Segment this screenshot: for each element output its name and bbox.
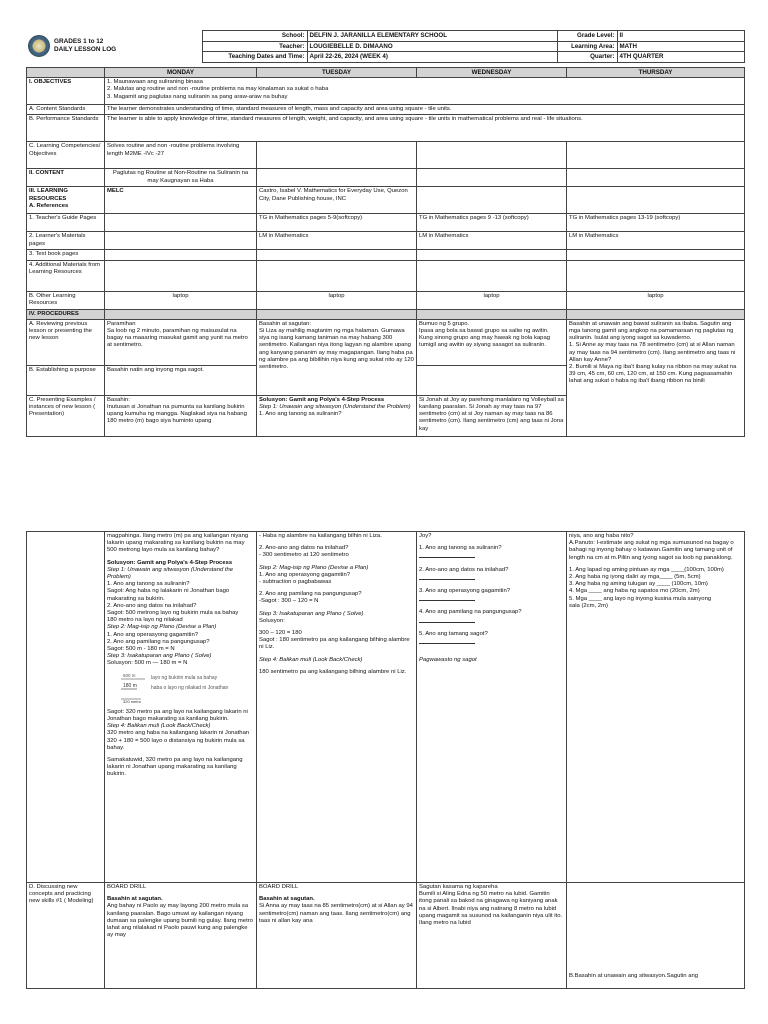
resources-monday: MELC <box>105 187 257 214</box>
empty-cell <box>105 214 257 232</box>
mon-solution-title: Solusyon: Gamit ang Polya's 4-Step Process <box>107 559 233 566</box>
textbook-label: 3. Text book pages <box>27 250 105 260</box>
corner-cell <box>27 67 105 78</box>
review-label: A. Reviewing previous lesson or presenting the new lesson <box>27 319 105 365</box>
learners-materials-wednesday: LM in Mathematics <box>417 232 567 250</box>
examples-tuesday <box>257 395 417 436</box>
resources-label: III. LEARNING RESOURCES A. References <box>27 187 105 214</box>
area-label: Learning Area: <box>557 41 617 52</box>
mon-step-1: Step 1: Unawain ang sitwasyon (Understand the Problem) <box>107 566 234 581</box>
wed-question-1: 1. Ano ang tanong sa suliranin? <box>419 545 502 552</box>
answer-blank <box>419 595 475 601</box>
other-resources-wednesday: laptop <box>417 291 567 309</box>
empty-cell <box>417 260 567 291</box>
area-value: MATH <box>617 41 744 52</box>
examples-tuesday-continued <box>257 532 417 883</box>
day-header-monday: MONDAY <box>105 67 257 78</box>
dates-value: April 22-26, 2024 (WEEK 4) <box>307 52 557 63</box>
wed-question-2: 2. Ano-ano ang datos na inilahad? <box>419 566 509 573</box>
learners-materials-thursday: LM in Mathematics <box>567 232 745 250</box>
other-resources-tuesday: laptop <box>257 291 417 309</box>
tue-question-3: 1. Ano ang operasyong gagamitin? - subtraction o pagbabawas <box>259 571 351 586</box>
other-resources-thursday: laptop <box>567 291 745 309</box>
procedures-label: IV. PROCEDURES <box>27 309 105 319</box>
school-value: DELFIN J. JARANILLA ELEMENTARY SCHOOL <box>307 31 557 42</box>
tue-solve: Solusyon: <box>259 617 285 624</box>
grade-label: Grade Level: <box>557 31 617 42</box>
performance-standards-label: B. Performance Standards <box>27 115 105 142</box>
tue-step-2: Step 2: Mag-isip ng Plano (Devise a Plan) <box>259 564 369 571</box>
teachers-guide-label: 1. Teacher's Guide Pages <box>27 214 105 232</box>
tue-question-4: 2. Ano ang pamilang na pangungusap? -Sagot : 300 – 120 = N <box>259 591 362 605</box>
deped-seal-icon <box>28 35 50 57</box>
mon-question-3: 1. Ano ang operasyong gagamitin? 2. Ano ang pamilang na pangungusap? Sagot: 500 m - 180 m = N <box>107 631 210 653</box>
empty-cell <box>257 260 417 291</box>
examples-tuesday-question: 1. Ano ang tanong sa suliranin? <box>259 411 342 418</box>
content-monday: Paglutas ng Routine at Non-Routine na Suliranin na may Kaugnayan sa Haba <box>105 169 257 187</box>
examples-tuesday-title: Solusyon: Gamit ang Polya's 4-Step Process <box>259 396 385 403</box>
wed-question-5: 5. Ano ang tamang sagot? <box>419 630 488 637</box>
content-standards-text: The learner demonstrates understanding of time, standard measures of length, mass and capacity and area using square - tile units. <box>105 105 745 115</box>
objectives-text: 1. Maunawaan ang suliraning binasa 2. Malutas ang routine and non -routine problems na may kinalaman sa sukat o haba 3. Magamit ang paglutas nang suliranin sa pang araw-araw na buhay <box>105 78 745 105</box>
answer-blank <box>419 617 475 623</box>
learners-materials-tuesday: LM in Mathematics <box>257 232 417 250</box>
tue-calc: 300 – 120 = 180 Sagot : 180 sentimetro pa ang kailangang bilhing alambre ni Liz. <box>259 630 410 651</box>
review-monday: Paramihan Sa loob ng 2 minuto, paramihan ng maisusulat na bagay na maaaring masukat gamit ang yunit na metro at sentimetro. <box>105 319 257 365</box>
lesson-table <box>26 67 745 437</box>
logo-line-2: DAILY LESSON LOG <box>54 46 117 54</box>
thu-directions: A.Panuto: I-estimate ang sukat ng mga sumusunod na bagay o bahagi ng inyong bahay o katawan.Gamitin ang tamang unit of length na cm at m.Piliin ang iyong sagot sa loob ng panaklong. <box>569 540 734 561</box>
day-header-thursday: THURSDAY <box>567 67 745 78</box>
lesson-log-page-2 <box>26 531 744 989</box>
mon-summary: Samakatuwid, 320 metro pa ang layo na kailangang lakarin ni Jonathan upang makarating sa kanilang bukirin. <box>107 757 243 778</box>
other-resources-monday: laptop <box>105 291 257 309</box>
empty-cell <box>105 309 257 319</box>
wed-question-3: 3. Ano ang operasyong gagamitin? <box>419 588 511 595</box>
purpose-monday: Basahin natin ang inyong mga sagot. <box>105 365 257 395</box>
content-label: II. CONTENT <box>27 169 105 187</box>
tue-step-4: Step 4: Balikan muli (Look Back/Check) <box>259 656 363 663</box>
examples-wednesday: Si Jonah at Joy ay parehong manlalaro ng Volleyball sa kanilang paaralan. Si Jonah ay may taas na 97 sentimetro (cm) at si Joy naman ay may taas na 86 sentimetro (cm). Ilang sentimetro (cm) ang taas ni Jona kay <box>417 395 567 436</box>
empty-cell <box>567 309 745 319</box>
examples-monday-continued <box>105 532 257 883</box>
discuss-monday-title: Basahin at sagutan. <box>107 896 163 903</box>
discuss-tuesday-title: Basahin at sagutan. <box>259 896 315 903</box>
objectives-label: I. OBJECTIVES <box>27 78 105 105</box>
discuss-label: D. Discussing new concepts and practicing new skills #1 ( Modeling) <box>27 883 105 989</box>
other-resources-label: B. Other Learning Resources <box>27 291 105 309</box>
mon-question-2: 2. Ano-ano ang datos na inilahad? Sagot: 500 metrong layo ng bukirin mula sa bahay 180 metro na layo ng nilakad <box>107 602 239 624</box>
empty-cell <box>417 187 567 214</box>
mon-answer: Sagot: 320 metro pa ang layo na kailangang lakarin ni Jonathan bago makarating sa kanilang bukirin. <box>107 708 248 723</box>
mon-step-2: Step 2: Mag-isip ng Plano (Devise a Plan) <box>107 624 217 631</box>
discuss-monday-text: Ang bahay ni Paolo ay may layong 200 metro mula sa kanilang paaralan. Bago umuwi ay kailangan niyang dumaan sa palengke upang bumili ng gulay. Ilang metro lahat ang nilalakad ni Paolo pauwi kung ang palengke ay may <box>107 903 253 939</box>
examples-wednesday-continued <box>417 532 567 883</box>
quarter-label: Quarter: <box>557 52 617 63</box>
tue-question-2: 2. Ano-ano ang datos na inilahad? - 300 sentimetro at 120 sentimetro <box>259 545 349 559</box>
tue-check: 180 sentimetro pa ang kailangang bilhing alambre ni Liz. <box>259 668 407 675</box>
empty-cell <box>417 169 567 187</box>
day-header-wednesday: WEDNESDAY <box>417 67 567 78</box>
wed-question-4: 4. Ano ang pamilang na pangungusap? <box>419 609 522 616</box>
resources-tuesday: Castro, Isabel V. Mathematics for Everyday Use, Quezon City, Dane Publishing house, INC <box>257 187 417 214</box>
wed-top: Joy? <box>419 533 432 539</box>
lesson-table-continued <box>26 531 745 989</box>
empty-cell <box>105 250 257 260</box>
discuss-tuesday-text: Si Anna ay may taas na 85 sentimetro(cm) at si Allan ay 94 sentimetro(cm) naman ang taas. Ilang sentimetro(cm) ang taas ni allan kay ana <box>259 903 413 924</box>
bar-model-diagram <box>111 670 254 707</box>
mon-check: 320 metro ang haba na kailangang lakarin ni Jonathan 320 + 180 = 500 layo o distansiya ng bukirin mula sa bahay. <box>107 730 250 751</box>
content-standards-label: A. Content Standards <box>27 105 105 115</box>
mon-solve: Solusyon: 500 m — 180 m = N <box>107 660 188 667</box>
examples-thursday-continued <box>567 532 745 883</box>
empty-cell <box>417 365 567 395</box>
thu-top: niya, ano ang haba nito? <box>569 533 634 539</box>
answer-blank <box>419 552 475 558</box>
empty-cell <box>567 169 745 187</box>
teachers-guide-wednesday: TG in Mathematics pages 9 -13 (softcopy) <box>417 214 567 232</box>
empty-cell <box>105 260 257 291</box>
discuss-monday-drill: BOARD DRILL <box>107 884 147 890</box>
diagram-walked-value: 180 m <box>123 682 137 689</box>
review-thursday: Basahin at unawain ang bawat suliranin sa ibaba. Sagutin ang mga tanong gamit ang angkop na pamamaraan ng paglutas ng suliranin. Isulat ang iyong sagot sa kuwaderno. 1. Si Anne ay may taas na 78 sentimetro (cm) at si Allan naman ay may taas na 94 sentimetro (cm). Ilang sentimetro ang taas ni Allan kay Anne? 2. Bumili si Maya ng iba't ibang kulay na ribbon na may sukat na 39 cm, 45 cm, 60 cm, 120 cm, at 150 cm. Kung pagsasamahin lahat ang sukat o haba ng iba't ibang ribbon na binili <box>567 319 745 436</box>
discuss-thursday: B.Basahin at unawain ang sitwasyon.Sagutin ang <box>567 883 745 989</box>
tue-step-3: Step 3: Isakatuparan ang Plano ( Solve) <box>259 610 364 617</box>
empty-cell <box>257 309 417 319</box>
empty-cell <box>567 142 745 169</box>
empty-cell <box>567 187 745 214</box>
grade-value: II <box>617 31 744 42</box>
additional-materials-label: 4. Additional Materials from Learning Resources <box>27 260 105 291</box>
empty-cell <box>567 250 745 260</box>
bar-model-svg <box>111 670 251 704</box>
header-table <box>26 30 745 63</box>
teacher-label: Teacher: <box>202 41 307 52</box>
teacher-value: LOUGIEBELLE D. DIMAANO <box>307 41 557 52</box>
empty-cell <box>417 250 567 260</box>
discuss-wednesday: Sagutan kasama ng kapareha Bumili si Aling Edna ng 50 metro na lubid. Gamitin itong panali sa bakod na ginagawa ng kaniyang anak na si Albert. Ilnabi niya ang natirang 8 metro na lubid upang magamit sa susunod na kailanganin niya ulit ito. Ilang metro na lubid <box>417 883 567 989</box>
empty-cell <box>257 250 417 260</box>
examples-label: C. Presenting Examples / instances of new lesson ( Presentation) <box>27 395 105 436</box>
learners-materials-label: 2. Learner's Materials pages <box>27 232 105 250</box>
competencies-label: C. Learning Competencies/ Objectives <box>27 142 105 169</box>
quarter-value: 4TH QUARTER <box>617 52 744 63</box>
answer-blank <box>419 574 475 580</box>
review-tuesday: Basahin at sagutan: Si Liza ay mahilig magtanim ng mga halaman. Gumawa siya ng isang kamang taniman na may habang 300 sentimetro. Kailangan niya itong lagyan ng alambre upang ang kanyang pananim ay may magapangan. Ilang haba pa ng alambre pa ang bibilihin niya kung ang sukat nito ay 120 sentimetro. <box>257 319 417 395</box>
competencies-monday: Solves routine and non -routine problems involving length M2ME -IVc -27 <box>105 142 257 169</box>
wed-check: Pagwawasto ng sagot <box>419 657 477 664</box>
discuss-tuesday-drill: BOARD DRILL <box>259 884 299 890</box>
diagram-walked-desc: haba o layo ng nilakad ni Jonathan <box>151 684 229 691</box>
empty-cell <box>417 309 567 319</box>
thu-items: 1. Ang lapad ng aming pintuan ay mga ____(100cm, 100m) 2. Ang haba ng iyong daliri ay mga____ (5m, 5cm) 3. Ang haba ng aming tulugan ay ____ (100cm, 10m) 4. Mga ____ ang haba ng sapatos mo (20cm, 2m) 5. Mga ____ ang layo ng inyong kusina mula sainyong sala (2cm, 2m) <box>569 566 724 609</box>
purpose-label: B. Establishing a purpose <box>27 365 105 395</box>
dates-label: Teaching Dates and Time: <box>202 52 307 63</box>
lesson-log-page-1 <box>26 30 744 437</box>
logo-cell <box>26 31 202 63</box>
review-wednesday: Bumuo ng 5 grupo. Ipasa ang bola sa bawat grupo sa saliw ng awitin. Kung sinong grupo ang may hawak ng bola kapag tumigil ang awitin ay siyang sasagot sa suliranin. <box>417 319 567 365</box>
examples-label-continued <box>27 532 105 883</box>
teachers-guide-thursday: TG in Mathematics pages 13-19 (softcopy) <box>567 214 745 232</box>
discuss-tuesday <box>257 883 417 989</box>
day-header-tuesday: TUESDAY <box>257 67 417 78</box>
examples-monday: Basahin: Inutusan si Jonathan na pumunta sa kanilang bukirin upang kumuha ng mangga. Naglakad siya na habang 180 metro (m) bago siya huminto upang <box>105 395 257 436</box>
empty-cell <box>257 142 417 169</box>
logo-line-1: GRADES 1 to 12 <box>54 38 104 46</box>
empty-cell <box>257 169 417 187</box>
mon-question-1: 1. Ano ang tanong sa suliranin? Sagot: Ang haba ng lalakarin ni Jonathan bago makarating sa bukirin. <box>107 581 230 602</box>
examples-tuesday-step: Step 1: Unawain ang sitwasyon (Understand the Problem) <box>259 404 411 411</box>
empty-cell <box>567 260 745 291</box>
performance-standards-text: The learner is able to apply knowledge of time, standard measures of length, weight, and capacity, and area using square - tile units in mathematical problems and real - life situations. <box>105 115 745 142</box>
mon-step-4: Step 4: Balikan muli (Look Back/Check) <box>107 723 211 730</box>
empty-cell <box>105 232 257 250</box>
diagram-left-value: 320 metro <box>123 698 142 704</box>
answer-blank <box>419 638 475 644</box>
diagram-total-value: 500 m <box>123 672 136 678</box>
discuss-monday <box>105 883 257 989</box>
tue-top: - Haba ng alambre na kailangang bilhin ni Liza. <box>259 533 382 539</box>
teachers-guide-tuesday: TG in Mathematics pages 5-9(softcopy) <box>257 214 417 232</box>
empty-cell <box>417 142 567 169</box>
mon-step-3: Step 3: Isakatuparan ang Plano ( Solve) <box>107 653 212 660</box>
mon-intro: magpahinga. Ilang metro (m) pa ang kailangan niyang lakarin upang makarating sa kanilang bukirin na may 500 metrong layo mula sa kanilang bahay? <box>107 533 249 554</box>
school-label: School: <box>202 31 307 42</box>
diagram-total-desc: layo ng bukirin mula sa bahay <box>151 674 218 681</box>
